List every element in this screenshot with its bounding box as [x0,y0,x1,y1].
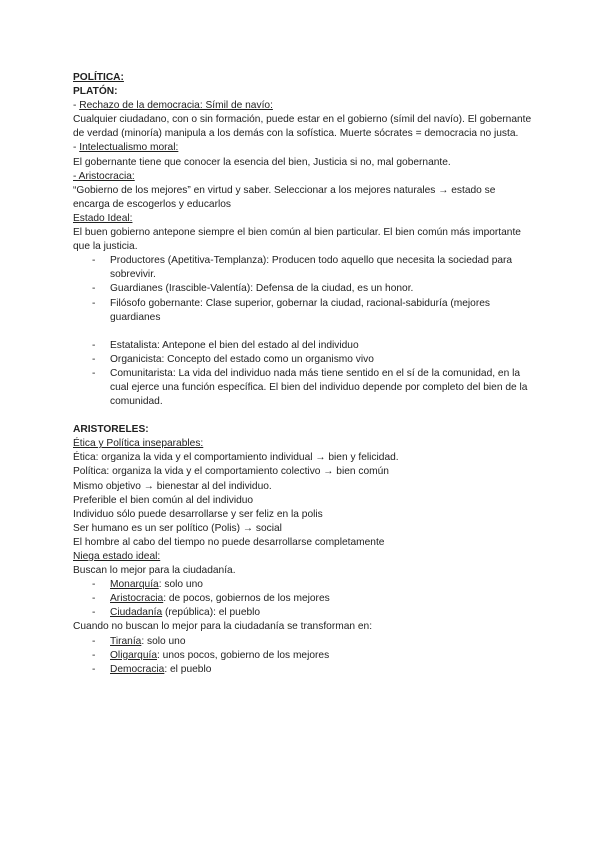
list-item: - Estatalista: Antepone el bien del estado al del individuo [73,339,533,353]
bad-forms-list [73,635,533,677]
intelectualismo-label: Intelectualismo moral: [79,142,179,154]
text-line: Mismo objetivo → bienestar al del individuo. [73,480,272,492]
list-item: - Organicista: Concepto del estado como un organismo vivo [73,353,533,367]
platon-heading: PLATÓN: [73,86,118,98]
no-buscan-intro: Cuando no buscan lo mejor para la ciudadanía se transforman en: [73,621,373,633]
estado-ideal-label: Estado Ideal: [73,212,133,224]
text-line: Preferible el bien común al del individuo [73,494,254,506]
good-forms-list [73,578,533,620]
text-line: Política: organiza la vida y el comportamiento colectivo → bien común [73,466,389,478]
aristocracia-text: “Gobierno de los mejores” en virtud y saber. Seleccionar a los mejores naturales → estado se encarga de escogerlos y educarlos [73,184,496,210]
spacer [73,325,533,339]
rechazo-text: Cualquier ciudadano, con o sin formación, puede estar en el gobierno (símil del navío). El gobernante de verdad (minoría) manipula a los demás con la sofística. Muerte sócrates = democracia no justa. [73,114,532,140]
list-item [73,592,533,606]
list-item: - Comunitarista: La vida del individuo nada más tiene sentido en el sí de la comunidad, en la cual ejerce una función específica. El bien del individuo depende por completo del bien de la comunidad. [73,367,533,409]
list-item: - Productores (Apetitiva-Templanza): Producen todo aquello que necesita la sociedad para sobrevivir. [73,254,533,282]
form-desc: : de pocos, gobiernos de los mejores [163,593,330,605]
list-item [73,635,533,649]
text-line: Ética: organiza la vida y el comportamiento individual → bien y felicidad. [73,452,399,464]
text-line: El hombre al cabo del tiempo no puede desarrollarse completamente [73,536,385,548]
intelectualismo-heading: - Intelectualismo moral: [73,142,179,154]
form-name: Oligarquía [110,649,158,661]
estado-classes-list [73,254,533,324]
text-line: Ser humano es un ser político (Polis) → social [73,522,282,534]
text-line: Individuo sólo puede desarrollarse y ser feliz en la polis [73,508,323,520]
list-item: - Guardianes (Irascible-Valentía): Defensa de la ciudad, es un honor. [73,282,533,296]
form-name: Ciudadanía [110,607,163,619]
niega-label: Niega estado ideal: [73,551,161,562]
etica-label: Ética y Política inseparables: [73,438,204,450]
list-item [73,663,533,677]
aristoteles-heading: ARISTORELES: [73,424,149,436]
rechazo-label: Rechazo de la democracia: Símil de navío: [79,100,273,112]
intelectualismo-text: El gobernante tiene que conocer la esencia del bien, Justicia si no, mal gobernante. [73,156,451,168]
form-desc: (república): el pueblo [162,607,261,619]
buscan-intro: Buscan lo mejor para la ciudadanía. [73,565,236,577]
estado-ideal-text: El buen gobierno antepone siempre el bien común al bien particular. El bien común más importante que la justicia. [73,227,521,253]
document-title: POLÍTICA: [73,72,124,83]
spacer [73,409,533,423]
form-name: Tiranía [110,635,142,647]
form-name: Monarquía [110,579,159,591]
aristocracia-label: - Aristocracia: [73,170,135,182]
form-desc: : solo uno [158,579,203,591]
form-desc: : solo uno [141,635,186,647]
estado-features-list [73,339,533,409]
form-desc: : el pueblo [164,663,212,675]
list-item [73,606,533,620]
form-desc: : unos pocos, gobierno de los mejores [157,649,330,661]
rechazo-heading: - Rechazo de la democracia: Símil de navío: [73,100,273,112]
form-name: Democracia [110,663,165,675]
document-page [73,71,533,677]
list-item: - Filósofo gobernante: Clase superior, gobernar la ciudad, racional-sabiduría (mejores guardianes [73,297,533,325]
list-item [73,649,533,663]
form-name: Aristocracia [110,593,164,605]
list-item [73,578,533,592]
